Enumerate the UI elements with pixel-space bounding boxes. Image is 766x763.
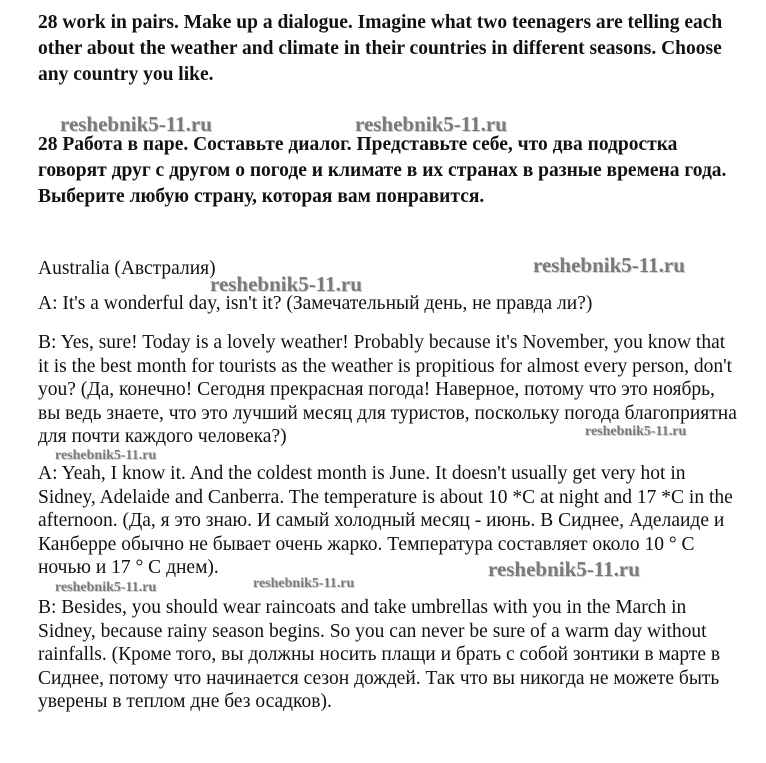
watermark: reshebnik5-11.ru <box>210 272 362 296</box>
watermark: reshebnik5-11.ru <box>55 580 157 595</box>
watermark: reshebnik5-11.ru <box>488 557 640 581</box>
task-russian: 28 Работа в паре. Составьте диалог. Представьте себе, что два подростка говорят друг с другом о погоде и климате в их странах в разные времена года. Выберите любую страну, которая вам понравится. <box>38 134 727 207</box>
dialogue-line-b2: B: Besides, you should wear raincoats and take umbrellas with you in the March in Sidney, because rainy season begins. So you can never be sure of a warm day without rainfalls. (Кроме того, вы должны носить плащи и брать с собой зонтики в марте в Сиднее, потому что начинается сезон дождей. Так что вы никогда не можете быть уверены в теплом дне без осадков). <box>38 597 721 712</box>
watermark: reshebnik5-11.ru <box>55 448 157 463</box>
watermark: reshebnik5-11.ru <box>533 253 685 277</box>
country-heading: Australia (Австралия) <box>38 258 216 279</box>
watermark: reshebnik5-11.ru <box>585 424 687 439</box>
watermark: reshebnik5-11.ru <box>60 112 212 136</box>
dialogue-line-a1: A: It's a wonderful day, isn't it? (Замечательный день, не правда ли?) <box>38 293 593 314</box>
watermark: reshebnik5-11.ru <box>355 112 507 136</box>
dialogue-line-a2: A: Yeah, I know it. And the coldest month is June. It doesn't usually get very hot in Sidney, Adelaide and Canberra. The temperature is about 10 *C at night and 17 *C in the afternoon. (Да, я это знаю. И самый холодный месяц - июнь. В Сиднее, Аделаиде и Канберре обычно не бывает очень жарко. Температура составляет около 10 ° С ночью и 17 ° С днем). <box>38 463 733 578</box>
task-english: 28 work in pairs. Make up a dialogue. Imagine what two teenagers are telling each other about the weather and climate in their countries in different seasons. Choose any country you like. <box>38 12 723 85</box>
dialogue-line-b1: B: Yes, sure! Today is a lovely weather! Probably because it's November, you know that it is the best month for tourists as the weather is propitious for almost every person, don't you? (Да, конечно! Сегодня прекрасная погода! Наверное, потому что это ноябрь, вы ведь знаете, что это лучший месяц для туристов, поскольку погода благоприятна для почти каждого человека?) <box>38 332 737 447</box>
watermark: reshebnik5-11.ru <box>253 576 355 591</box>
